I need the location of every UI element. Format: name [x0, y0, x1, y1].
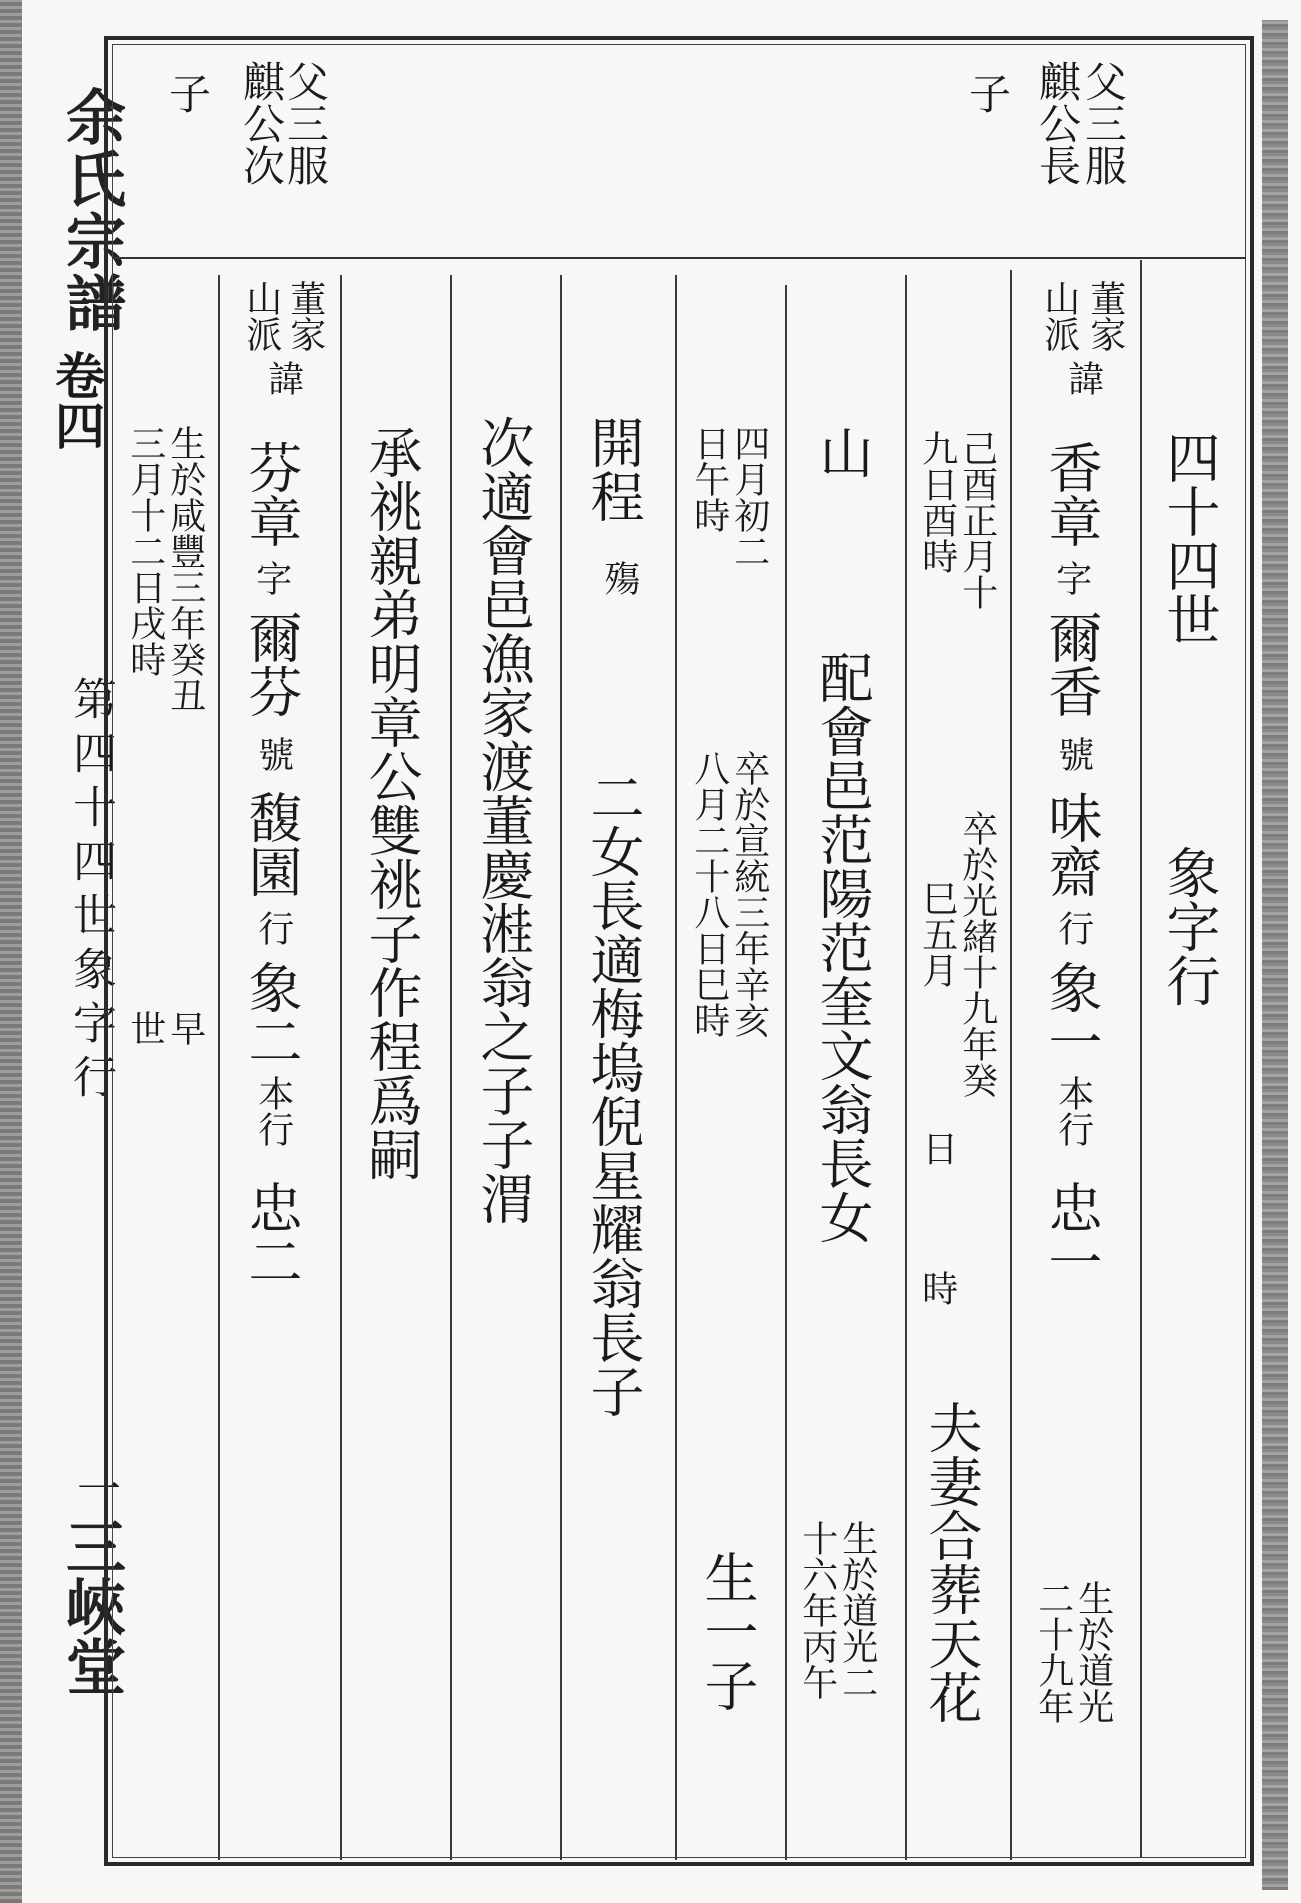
spouse-death-line: 八月二十八日巳時	[688, 750, 730, 1038]
birth-line: 生於咸豐三年癸丑	[164, 425, 206, 713]
person-name: 香章	[1040, 440, 1103, 548]
death-line: 卒於光緒十九年癸	[956, 810, 998, 1098]
column-rule	[905, 275, 907, 1860]
header-rule	[112, 257, 1246, 259]
scan-edge-left	[0, 0, 22, 1903]
spouse-line: 配會邑范陽范奎文翁長女	[811, 650, 874, 1244]
spouse-birth-line: 生於道光二	[836, 1520, 878, 1700]
column-rule	[785, 285, 787, 1860]
death-line: 時	[916, 1270, 958, 1306]
father-note-line: 子	[963, 72, 1012, 114]
ben-value: 忠二	[240, 1180, 303, 1288]
column-rule	[560, 275, 562, 1860]
birth-line: 二十九年	[1032, 1580, 1074, 1724]
spouse-death-date: 四月初二	[728, 425, 770, 569]
branch-line: 山派	[1038, 280, 1080, 352]
birth-line: 生於道光	[1072, 1580, 1114, 1724]
page-spine	[22, 36, 126, 1866]
name-prefix: 諱	[1062, 360, 1104, 396]
zi-label: 字	[250, 560, 292, 596]
column-rule	[1140, 260, 1142, 1858]
order-value: 象二	[240, 960, 303, 1068]
father-note-line: 父三服	[1079, 60, 1128, 186]
death-date-line: 己酉正月十	[956, 430, 998, 610]
son-name: 開程	[582, 415, 645, 523]
scan-edge-right	[1262, 20, 1288, 1890]
courtesy-name: 爾芬	[240, 610, 303, 718]
person-name: 芬章	[240, 440, 303, 548]
name-prefix: 諱	[262, 360, 304, 396]
branch-line: 山派	[240, 280, 282, 352]
status-note: 世	[124, 1010, 166, 1046]
order-label: 行	[252, 910, 294, 946]
spine-title: 余氏宗譜	[56, 86, 126, 334]
adoption-line: 承祧親弟明章公雙祧子作程爲嗣	[360, 425, 423, 1181]
ben-label: 本行	[1052, 1075, 1094, 1147]
daughters-line: 二女長適梅塢倪星耀翁長子	[582, 770, 645, 1418]
death-line: 巳五月	[916, 880, 958, 988]
status-note: 早	[164, 1010, 206, 1046]
character-line: 象字行	[1158, 845, 1221, 1007]
ben-value: 忠一	[1040, 1180, 1103, 1288]
father-note-line: 麒公次	[237, 60, 286, 186]
order-value: 象一	[1040, 960, 1103, 1068]
column-rule	[340, 275, 342, 1860]
zi-label: 字	[1050, 560, 1092, 596]
spouse-birth-line: 十六年丙午	[796, 1520, 838, 1700]
children-count: 生一子	[696, 1550, 759, 1712]
daughter2-line: 次適會邑漁家渡董慶溎翁之子子渭	[472, 415, 535, 1225]
spine-hall-name: 三峽堂	[56, 1516, 126, 1696]
spine-section: 第四十四世象字行	[65, 676, 116, 1108]
spine-volume: 卷四	[47, 350, 106, 450]
spouse-death-date: 日午時	[688, 425, 730, 533]
death-line: 日	[916, 1130, 958, 1166]
burial-place-end: 山	[811, 425, 874, 479]
art-name: 味齋	[1040, 790, 1103, 898]
column-rule	[1010, 270, 1012, 1860]
son-note: 殤	[598, 560, 640, 596]
birth-line: 三月十二日戌時	[124, 425, 166, 677]
column-rule	[218, 275, 220, 1860]
column-rule	[450, 275, 452, 1860]
generation-title: 四十四世	[1158, 430, 1221, 646]
ben-label: 本行	[252, 1075, 294, 1147]
branch-line: 董家	[1084, 280, 1126, 352]
courtesy-name: 爾香	[1040, 610, 1103, 718]
column-rule	[675, 275, 677, 1860]
hao-label: 號	[252, 736, 294, 772]
order-label: 行	[1052, 910, 1094, 946]
branch-line: 董家	[284, 280, 326, 352]
death-date-line: 九日酉時	[916, 430, 958, 574]
spine-page-number: 一	[69, 1466, 120, 1510]
father-note-line: 父三服	[281, 60, 330, 186]
father-note-line: 子	[163, 72, 212, 114]
art-name: 馥園	[240, 790, 303, 898]
spouse-death-line: 卒於宣統三年辛亥	[728, 750, 770, 1038]
burial-line: 夫妻合葬天花	[920, 1400, 983, 1724]
father-note-line: 麒公長	[1033, 60, 1082, 186]
hao-label: 號	[1052, 736, 1094, 772]
